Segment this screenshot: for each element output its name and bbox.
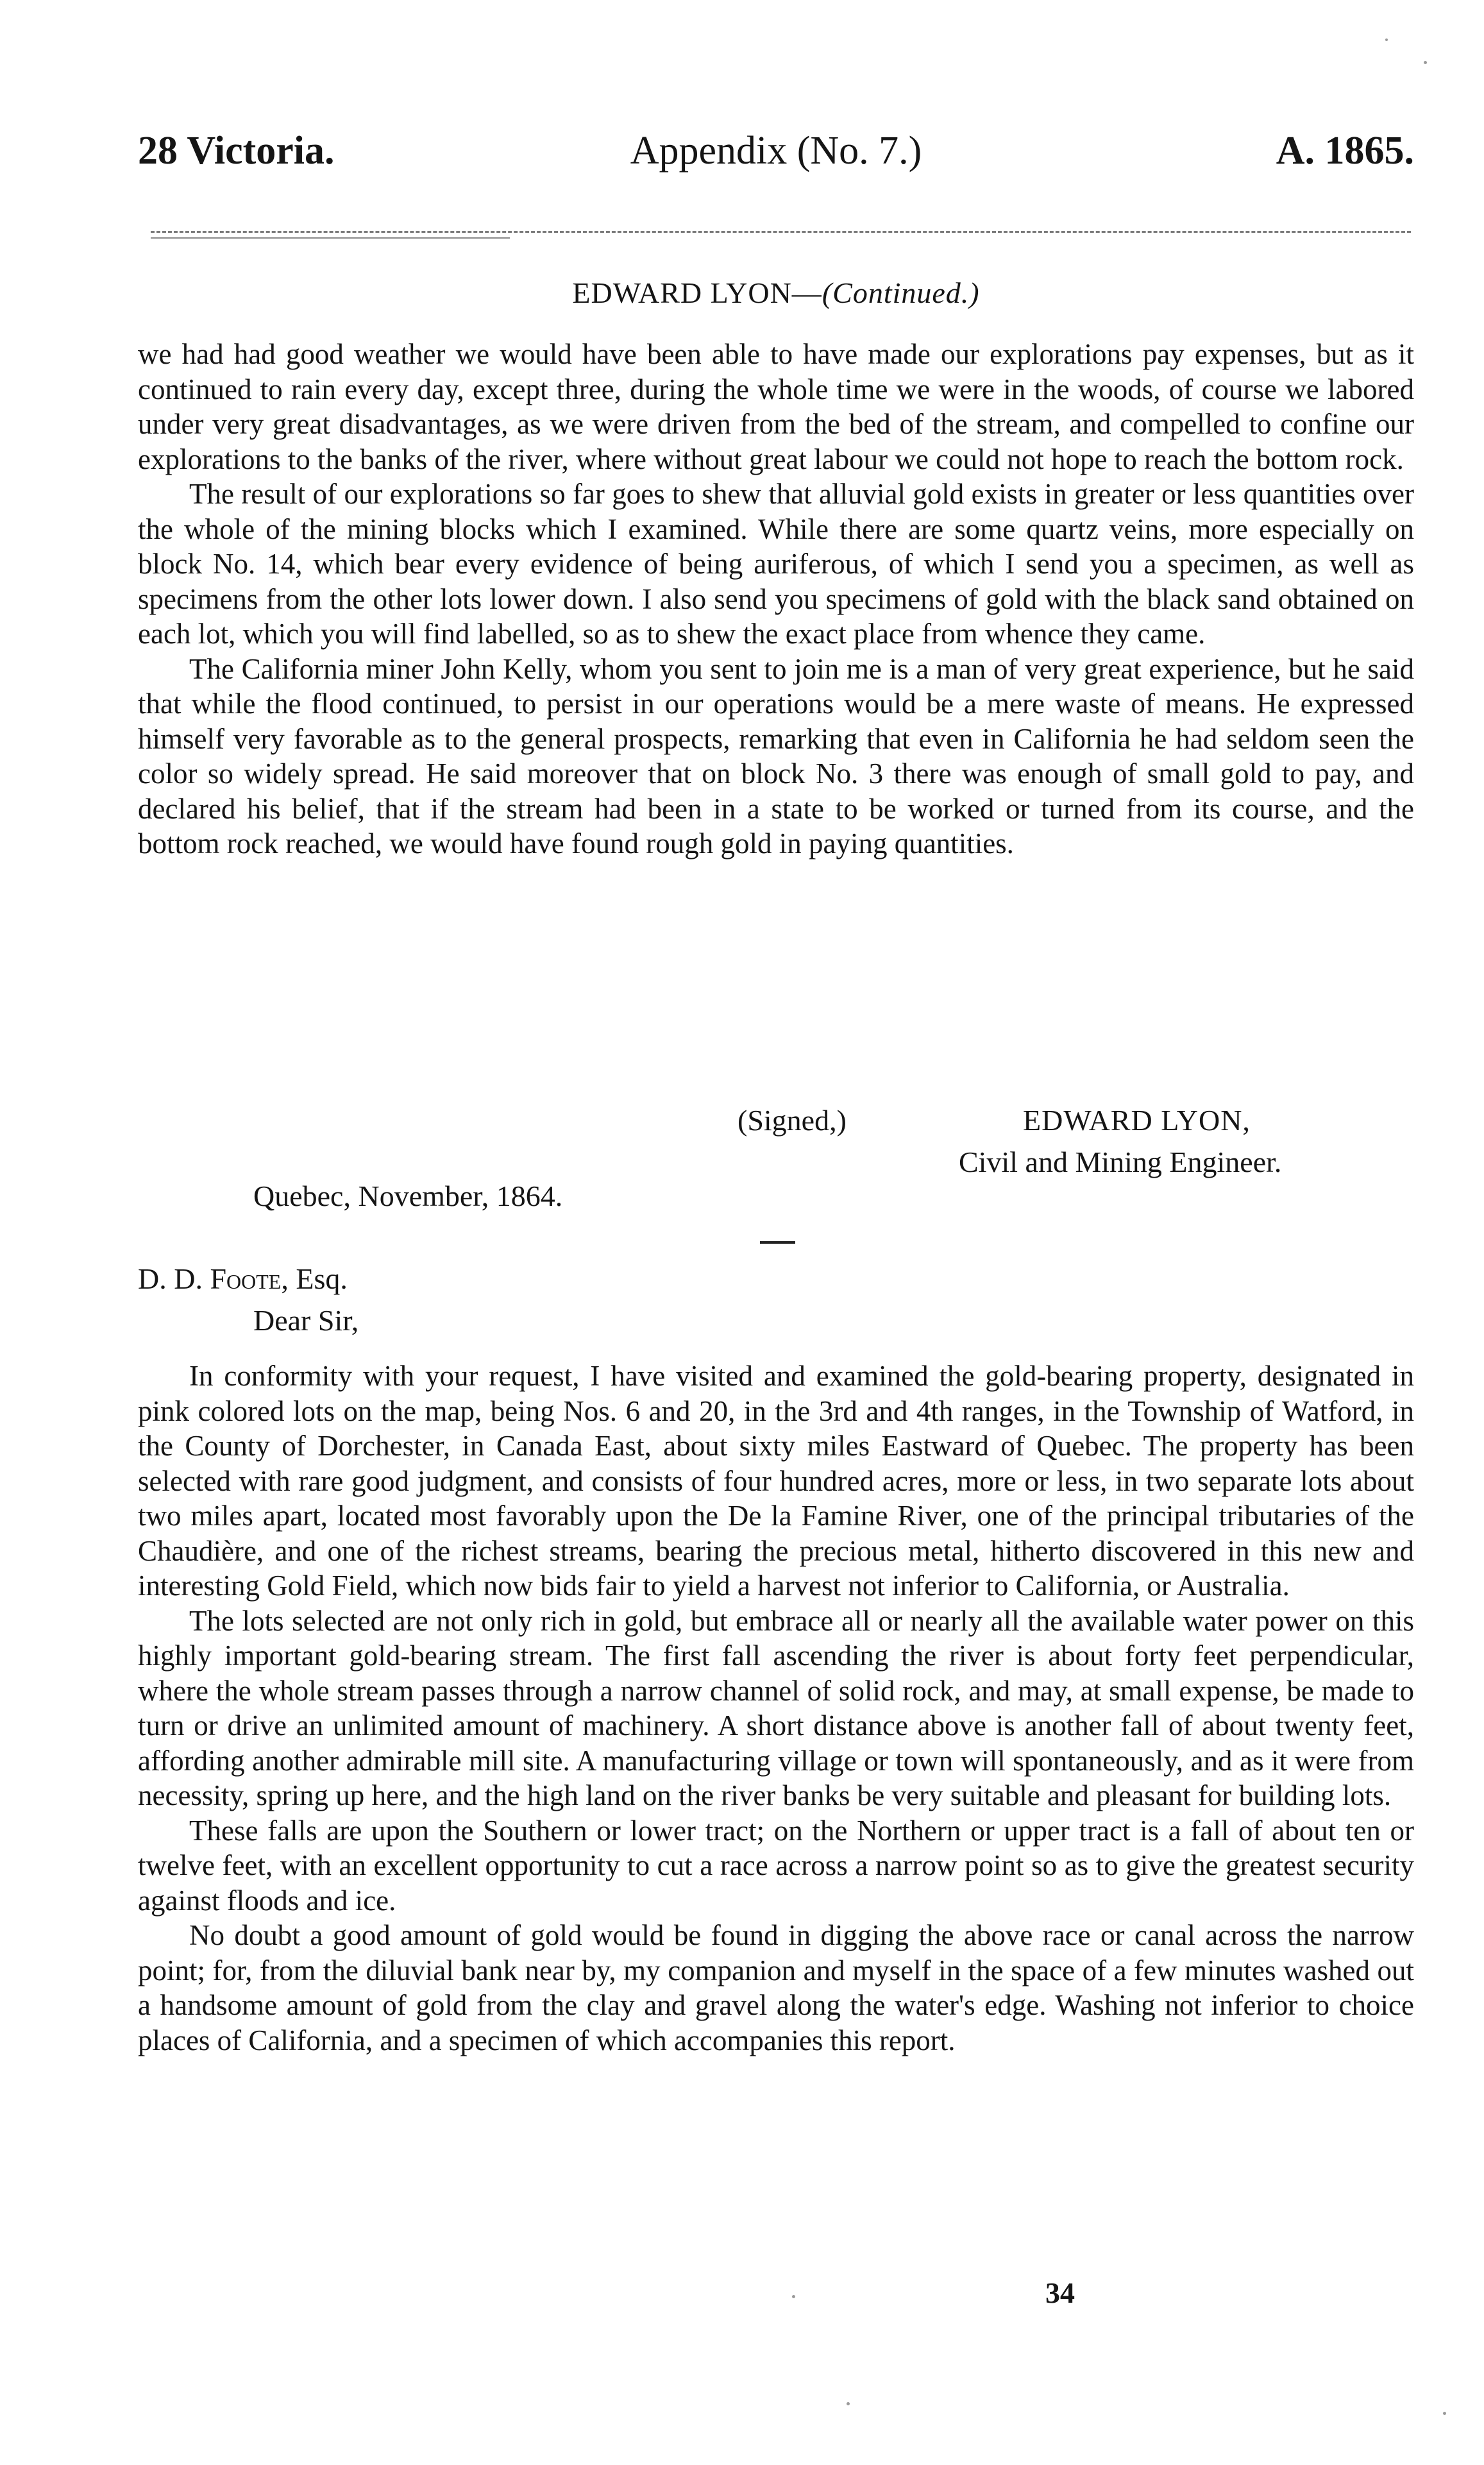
signed-label: (Signed,) bbox=[738, 1104, 847, 1137]
scan-speck bbox=[1443, 2412, 1446, 2415]
addressee bbox=[138, 1262, 348, 1296]
place-date: Quebec, November, 1864. bbox=[253, 1180, 563, 1212]
heading-continued: (Continued.) bbox=[822, 276, 980, 309]
paragraph: The result of our explorations so far goes to shew that alluvial gold exists in greater or less quantities over the whole of the mining blocks which I examined. While there are some quartz veins, more especially on block No. 14, which bear every evidence of being auriferous, of which I send you a specimen, as well as specimens from the other lots lower down. I also send you specimens of gold with the black sand obtained on each lot, which you will find labelled, so as to shew the exact place from whence they came. bbox=[138, 478, 1414, 650]
header-rule bbox=[151, 231, 1411, 233]
scan-speck bbox=[1385, 38, 1388, 41]
header-rule-segment bbox=[151, 237, 510, 239]
section-divider bbox=[760, 1241, 795, 1244]
section-heading bbox=[138, 276, 1414, 310]
header-session: 28 Victoria. bbox=[138, 129, 335, 173]
header-year: A. 1865. bbox=[1276, 129, 1414, 173]
letter-report-body bbox=[138, 1359, 1414, 2058]
paragraph: we had had good weather we would have been able to have made our explorations pay expenses, but as it continued to rain every day, except three, during the whole time we were in the woods, of course we labored under very great disadvantages, as we were driven from the bed of the stream, and compelled to confine our explorations to the banks of the river, where without great labour we could not hope to reach the bottom rock. bbox=[138, 338, 1414, 475]
page-number: 34 bbox=[1045, 2276, 1075, 2309]
signer-title: Civil and Mining Engineer. bbox=[959, 1146, 1282, 1178]
scan-speck bbox=[847, 2402, 850, 2405]
paragraph: No doubt a good amount of gold would be found in digging the above race or canal across the narrow point; for, from the diluvial bank near by, my companion and myself in the space of a few minutes washed out a handsome amount of gold from the clay and gravel along the water's edge. Washing not inferior to choice places of California, and a specimen of which accompanies this report. bbox=[138, 1919, 1414, 2056]
header-appendix: Appendix (No. 7.) bbox=[630, 129, 922, 173]
paragraph: In conformity with your request, I have visited and examined the gold-bearing property, designated in pink colored lots on the map, being Nos. 6 and 20, in the 3rd and 4th ranges, in the Township of Watford, in the County of Dorchester, in Canada East, about sixty miles Eastward of Quebec. The property has been selected with rare good judgment, and consists of four hundred acres, more or less, in two separate lots about two miles apart, located most favorably upon the De la Famine River, one of the principal tributaries of the Chaudière, and one of the richest streams, bearing the precious metal, hitherto discovered in this new and interesting Gold Field, which now bids fair to yield a harvest not inferior to California, or Australia. bbox=[138, 1360, 1414, 1602]
scan-speck bbox=[1424, 61, 1427, 64]
paragraph: The California miner John Kelly, whom you sent to join me is a man of very great experience, but he said that while the flood continued, to persist in our operations would be a mere waste of means. He expressed himself very favorable as to the general prospects, remarking that even in California he had seldom seen the color so widely spread. He said moreover that on block No. 3 there was enough of small gold to pay, and declared his belief, that if the stream had been in a state to be worked or turned from its course, and the bottom rock reached, we would have found rough gold in paying quantities. bbox=[138, 652, 1414, 860]
addressee-name: D. D. Foote, Esq. bbox=[138, 1262, 348, 1295]
paragraph: These falls are upon the Southern or lower tract; on the Northern or upper tract is a fall of about ten or twelve feet, with an excellent opportunity to cut a race across a narrow point so as to give the greatest security against floods and ice. bbox=[138, 1814, 1414, 1917]
scan-speck bbox=[792, 2295, 795, 2298]
salutation: Dear Sir, bbox=[253, 1304, 359, 1337]
letter-lyon-body bbox=[138, 337, 1414, 861]
running-header bbox=[138, 128, 1414, 186]
paragraph: The lots selected are not only rich in gold, but embrace all or nearly all the available water power on this highly important gold-bearing stream. The first fall ascending the river is about forty feet perpendicular, where the whole stream passes through a narrow channel of solid rock, and may, at small expense, be made to turn or drive an unlimited amount of machinery. A short distance above is another fall of about twenty feet, affording another admirable mill site. A manufacturing village or town will spontaneously, and as it were from necessity, spring up here, and the high land on the river banks be very suitable and pleasant for building lots. bbox=[138, 1604, 1414, 1811]
heading-name: EDWARD LYON— bbox=[572, 276, 822, 309]
signer-name: EDWARD LYON, bbox=[1023, 1104, 1251, 1137]
